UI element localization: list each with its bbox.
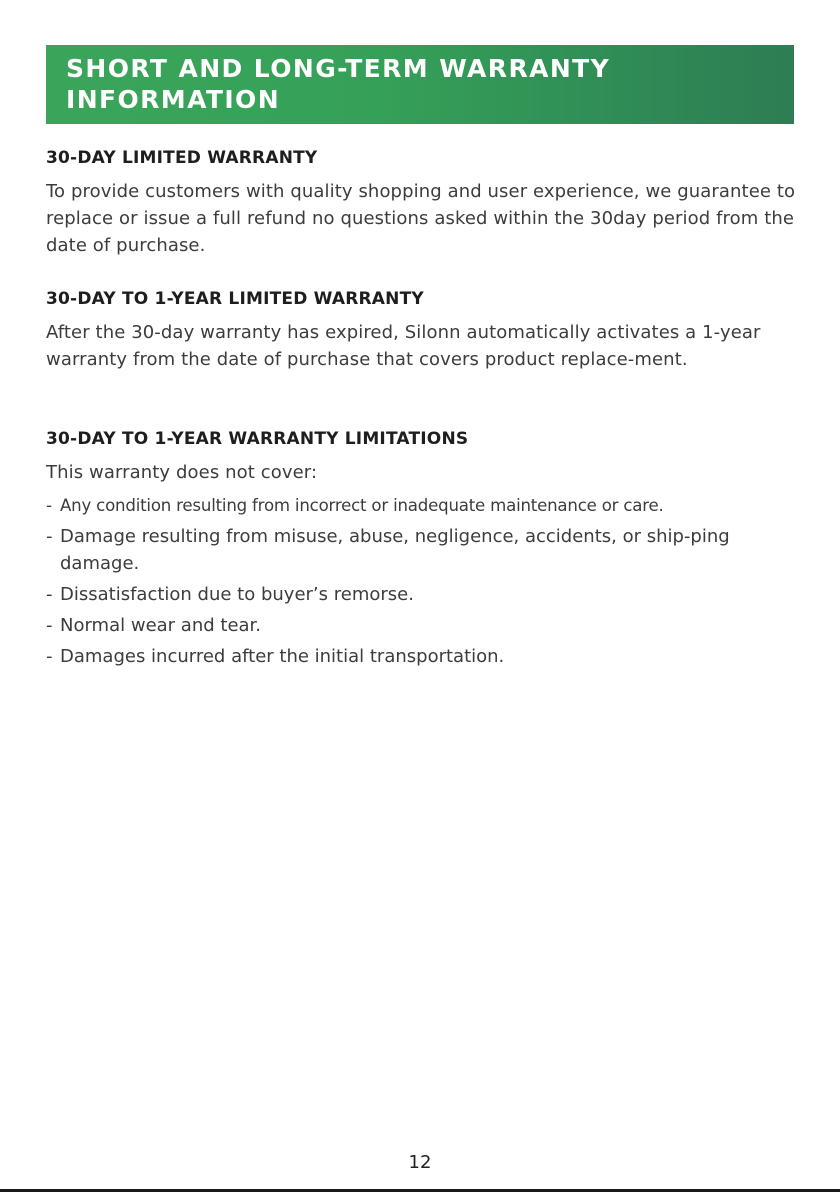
- list-item-text: Dissatisfaction due to buyer’s remorse.: [60, 584, 414, 605]
- section-heading: 30-DAY TO 1-YEAR WARRANTY LIMITATIONS: [46, 429, 469, 449]
- list-item: [46, 643, 798, 670]
- dash-bullet: -: [46, 646, 53, 667]
- dash-bullet: -: [46, 615, 53, 636]
- section-30-day-limited-warranty: [46, 147, 798, 259]
- section-warranty-limitations: [46, 428, 798, 674]
- list-item-text: Normal wear and tear.: [60, 615, 262, 636]
- section-heading: 30-DAY LIMITED WARRANTY: [46, 148, 318, 168]
- list-item-text: Damage resulting from misuse, abuse, negligence, accidents, or ship-ping damage.: [60, 526, 730, 574]
- list-item: [46, 523, 798, 577]
- limitations-list: [46, 492, 798, 670]
- dash-bullet: -: [46, 526, 53, 547]
- limitations-intro: This warranty does not cover:: [46, 462, 318, 483]
- list-item: [46, 581, 798, 608]
- page-number: 12: [408, 1152, 432, 1173]
- dash-bullet: -: [46, 584, 53, 605]
- list-item: [46, 492, 798, 519]
- section-heading: 30-DAY TO 1-YEAR LIMITED WARRANTY: [46, 289, 424, 309]
- dash-bullet: -: [46, 496, 52, 515]
- list-item-text: Any condition resulting from incorrect or inadequate maintenance or care.: [60, 496, 664, 515]
- list-item: [46, 612, 798, 639]
- page-title: SHORT AND LONG-TERM WARRANTY INFORMATION: [66, 54, 611, 114]
- section-body: After the 30-day warranty has expired, Silonn automatically activates a 1-year warranty from the date of purchase that covers product replace-ment.: [46, 322, 761, 370]
- section-body: To provide customers with quality shopping and user experience, we guarantee to replace or issue a full refund no questions asked within the 30day period from the date of purchase.: [46, 181, 796, 256]
- list-item-text: Damages incurred after the initial transportation.: [60, 646, 505, 667]
- section-1-year-limited-warranty: [46, 288, 798, 373]
- title-banner: [46, 45, 794, 124]
